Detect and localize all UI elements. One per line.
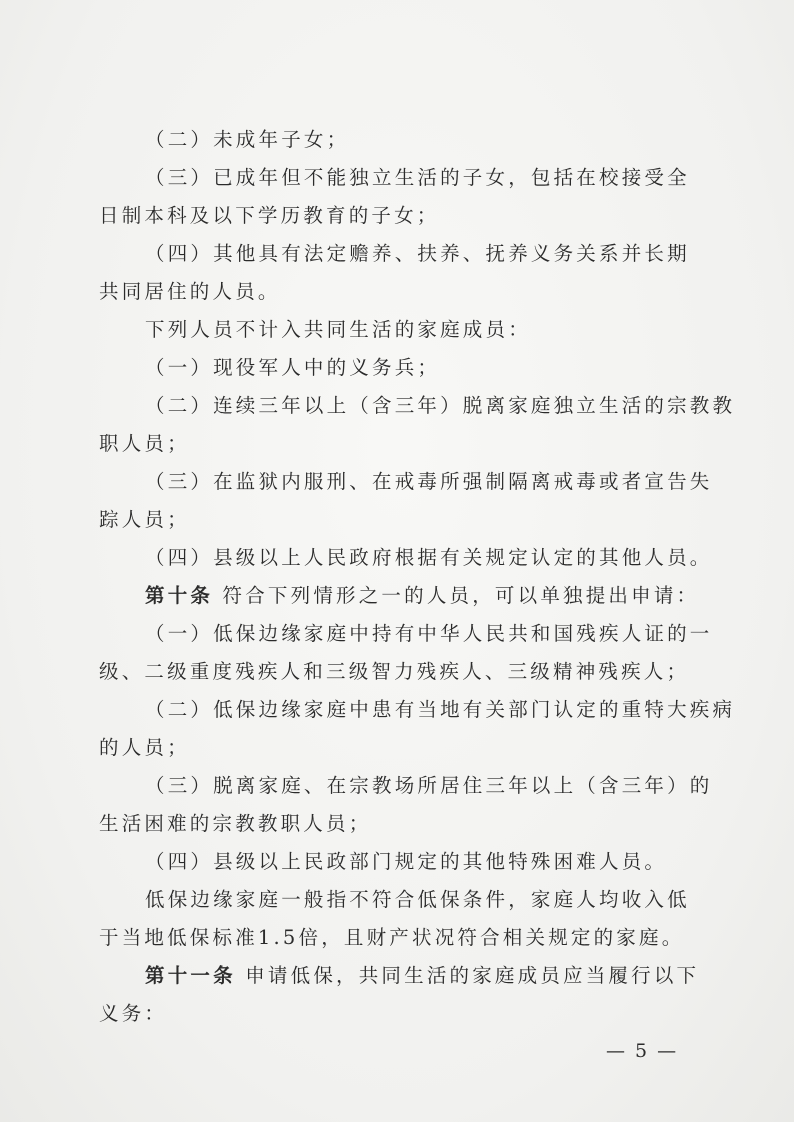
article-text: 符合下列情形之一的人员，可以单独提出申请：: [222, 584, 700, 607]
body-line: 下列人员不计入共同生活的家庭成员：: [145, 318, 531, 341]
body-line: （四）县级以上民政部门规定的其他特殊困难人员。: [145, 850, 668, 873]
body-line: （三）脱离家庭、在宗教场所居住三年以上（含三年）的: [145, 774, 713, 797]
article-line: [145, 962, 699, 990]
body-line: 级、二级重度残疾人和三级智力残疾人、三级精神残疾人；: [99, 660, 690, 683]
body-line: （二）低保边缘家庭中患有当地有关部门认定的重特大疾病: [145, 698, 736, 721]
body-line: 低保边缘家庭一般指不符合低保条件，家庭人均收入低: [145, 888, 690, 911]
body-line: 共同居住的人员。: [99, 280, 281, 303]
article-text: 申请低保，共同生活的家庭成员应当履行以下: [245, 964, 700, 987]
body-line: （二）未成年子女；: [145, 128, 350, 151]
body-line: （四）县级以上人民政府根据有关规定认定的其他人员。: [145, 546, 713, 569]
body-line: （二）连续三年以上（含三年）脱离家庭独立生活的宗教教: [145, 394, 736, 417]
body-line: （三）已成年但不能独立生活的子女，包括在校接受全: [145, 166, 690, 189]
page-number: — 5 —: [606, 1040, 679, 1062]
article-heading: 第十一条: [145, 964, 236, 987]
body-line: （三）在监狱内服刑、在戒毒所强制隔离戒毒或者宣告失: [145, 470, 713, 493]
body-line: 于当地低保标准1.5倍，且财产状况符合相关规定的家庭。: [99, 926, 685, 949]
article-heading: 第十条: [145, 584, 214, 607]
body-line: （一）低保边缘家庭中持有中华人民共和国残疾人证的一: [145, 622, 713, 645]
body-line: 的人员；: [99, 736, 190, 759]
article-line: [145, 582, 699, 610]
body-line: （一）现役军人中的义务兵；: [145, 356, 441, 379]
body-line: 踪人员；: [99, 508, 190, 531]
body-line: （四）其他具有法定赡养、扶养、抚养义务关系并长期: [145, 242, 690, 265]
body-line: 生活困难的宗教教职人员；: [99, 812, 372, 835]
body-line: 职人员；: [99, 432, 190, 455]
body-line: 日制本科及以下学历教育的子女；: [99, 204, 440, 227]
body-line: 义务：: [99, 1002, 168, 1025]
